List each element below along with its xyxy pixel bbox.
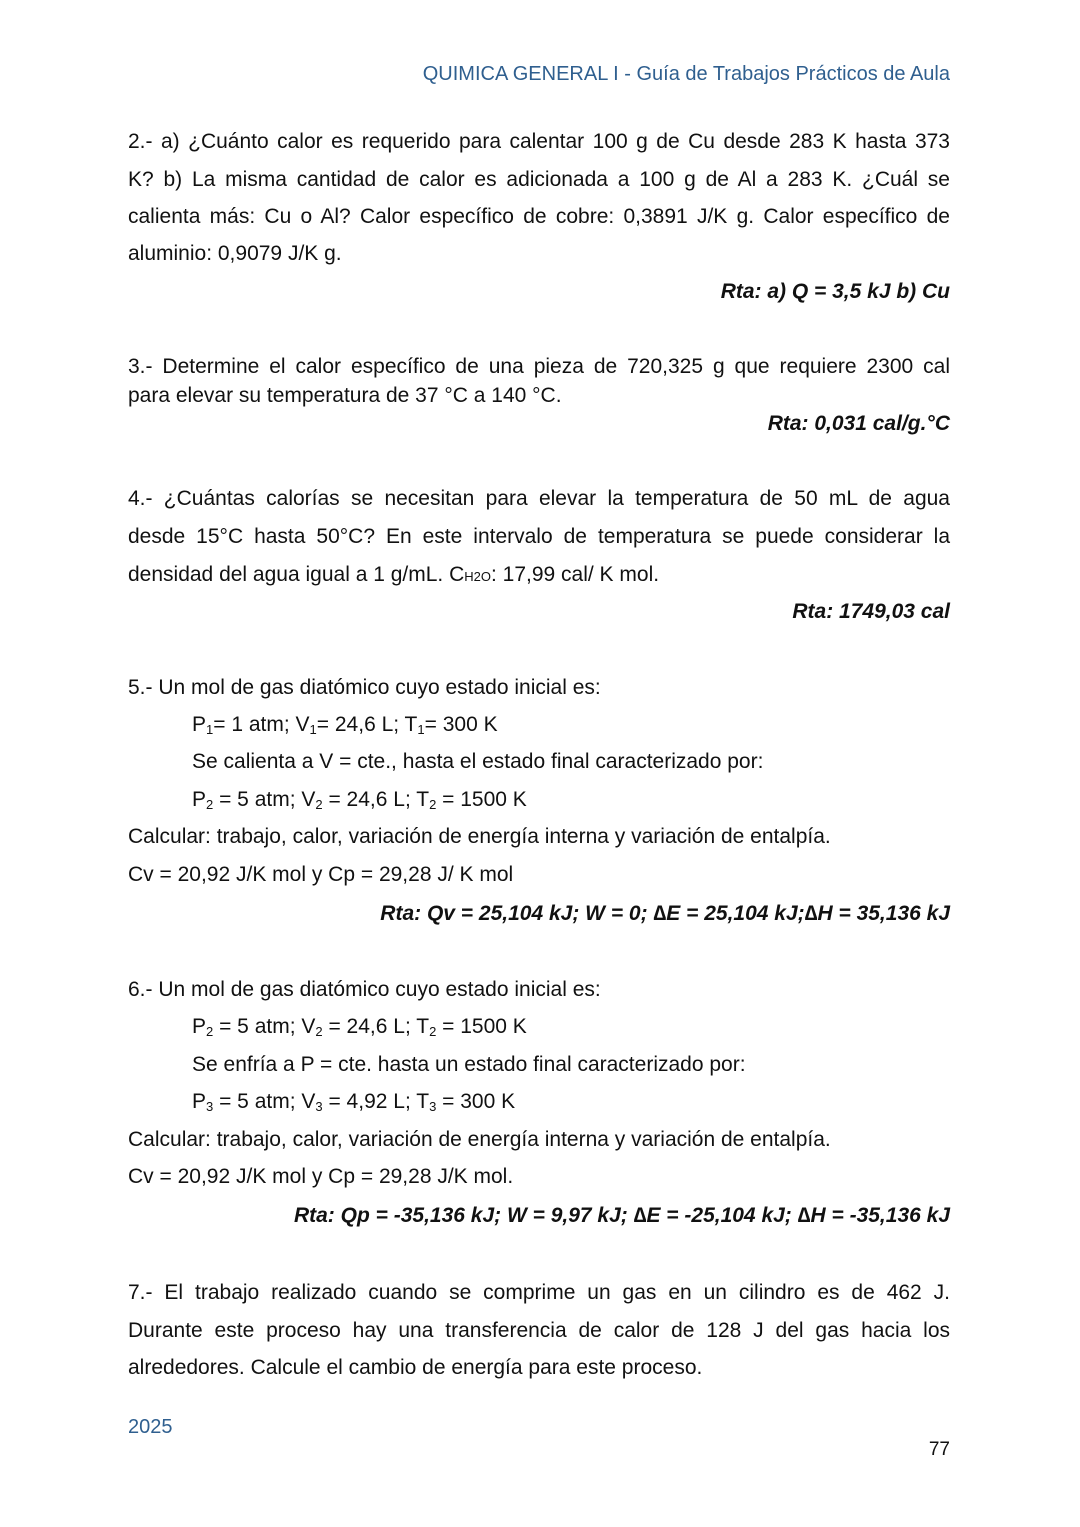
t: = 4,92 L; T — [322, 1090, 430, 1113]
problem-5-initial-state — [192, 712, 950, 743]
text: densidad del agua igual a 1 g/mL. C — [128, 563, 465, 586]
problem-6-final-state — [192, 1089, 950, 1120]
sub: 2 — [315, 797, 323, 812]
sub: 2 — [206, 797, 214, 812]
t: = 24,6 L; T — [322, 1015, 430, 1038]
text: : 17,99 cal/ K mol. — [490, 563, 660, 586]
problem-4-answer: Rta: 1749,03 cal — [792, 600, 950, 623]
t: = 1500 K — [436, 1015, 527, 1038]
sub: 2 — [429, 797, 437, 812]
page-number: 77 — [928, 1439, 950, 1460]
problem-4-line: desde 15°C hasta 50°C? En este intervalo de temperatura se puede considerar la — [128, 525, 950, 548]
problem-2-line: 2.- a) ¿Cuánto calor es requerido para calentar 100 g de Cu desde 283 K hasta 373 — [128, 130, 950, 153]
problem-5-process: Se calienta a V = cte., hasta el estado final caracterizado por: — [192, 750, 764, 773]
problem-2-line: aluminio: 0,9079 J/K g. — [128, 242, 342, 265]
problem-3-line: para elevar su temperatura de 37 °C a 140 °C. — [128, 384, 562, 407]
sub: 2 — [315, 1024, 323, 1039]
problem-6-initial-state — [192, 1014, 950, 1045]
problem-7-line: alrededores. Calcule el cambio de energía para este proceso. — [128, 1356, 703, 1379]
page-header: QUIMICA GENERAL I - Guía de Trabajos Prácticos de Aula — [422, 63, 950, 85]
t: P — [192, 788, 207, 811]
t: P — [192, 1090, 207, 1113]
sub: 1 — [206, 722, 214, 737]
sub: 1 — [417, 722, 425, 737]
subscript: H2O — [464, 569, 491, 584]
problem-5-final-state — [192, 787, 950, 818]
sub: 1 — [309, 722, 317, 737]
sub: 3 — [315, 1099, 323, 1114]
problem-6-calc: Calcular: trabajo, calor, variación de energía interna y variación de entalpía. — [128, 1128, 831, 1151]
problem-2-line: K? b) La misma cantidad de calor es adicionada a 100 g de Al a 283 K. ¿Cuál se — [128, 168, 950, 191]
t: = 5 atm; V — [213, 788, 316, 811]
problem-6-intro: 6.- Un mol de gas diatómico cuyo estado inicial es: — [128, 978, 601, 1001]
t: = 5 atm; V — [213, 1090, 316, 1113]
problem-3-line: 3.- Determine el calor específico de una pieza de 720,325 g que requiere 2300 cal — [128, 355, 950, 378]
problem-7-line: 7.- El trabajo realizado cuando se comprime un gas en un cilindro es de 462 J. — [128, 1281, 950, 1304]
problem-6-answer: Rta: Qp = -35,136 kJ; W = 9,97 kJ; ∆E = -25,104 kJ; ∆H = -35,136 kJ — [293, 1204, 950, 1227]
problem-5-constants: Cv = 20,92 J/K mol y Cp = 29,28 J/ K mol — [128, 863, 514, 886]
problem-4-line — [128, 562, 950, 590]
problem-7-line: Durante este proceso hay una transferencia de calor de 128 J del gas hacia los — [128, 1319, 950, 1342]
sub: 3 — [429, 1099, 437, 1114]
problem-3-answer: Rta: 0,031 cal/g.°C — [767, 412, 950, 435]
problem-5-calc: Calcular: trabajo, calor, variación de energía interna y variación de entalpía. — [128, 825, 831, 848]
t: = 1 atm; V — [213, 713, 310, 736]
t: = 5 atm; V — [213, 1015, 316, 1038]
problem-6-process: Se enfría a P = cte. hasta un estado final caracterizado por: — [192, 1053, 746, 1076]
problem-4-line: 4.- ¿Cuántas calorías se necesitan para elevar la temperatura de 50 mL de agua — [128, 487, 950, 510]
problem-2-line: calienta más: Cu o Al? Calor específico de cobre: 0,3891 J/K g. Calor específico de — [128, 205, 950, 228]
t: P — [192, 713, 207, 736]
t: = 300 K — [424, 713, 498, 736]
problem-2-answer: Rta: a) Q = 3,5 kJ b) Cu — [720, 280, 950, 303]
t: = 24,6 L; T — [316, 713, 418, 736]
t: P — [192, 1015, 207, 1038]
problem-5-intro: 5.- Un mol de gas diatómico cuyo estado inicial es: — [128, 676, 601, 699]
t: = 1500 K — [436, 788, 527, 811]
sub: 3 — [206, 1099, 214, 1114]
t: = 24,6 L; T — [322, 788, 430, 811]
problem-5-answer: Rta: Qv = 25,104 kJ; W = 0; ∆E = 25,104 kJ;∆H = 35,136 kJ — [380, 902, 950, 925]
footer-year: 2025 — [128, 1416, 173, 1438]
t: = 300 K — [436, 1090, 516, 1113]
sub: 2 — [429, 1024, 437, 1039]
problem-6-constants: Cv = 20,92 J/K mol y Cp = 29,28 J/K mol. — [128, 1165, 514, 1188]
sub: 2 — [206, 1024, 214, 1039]
